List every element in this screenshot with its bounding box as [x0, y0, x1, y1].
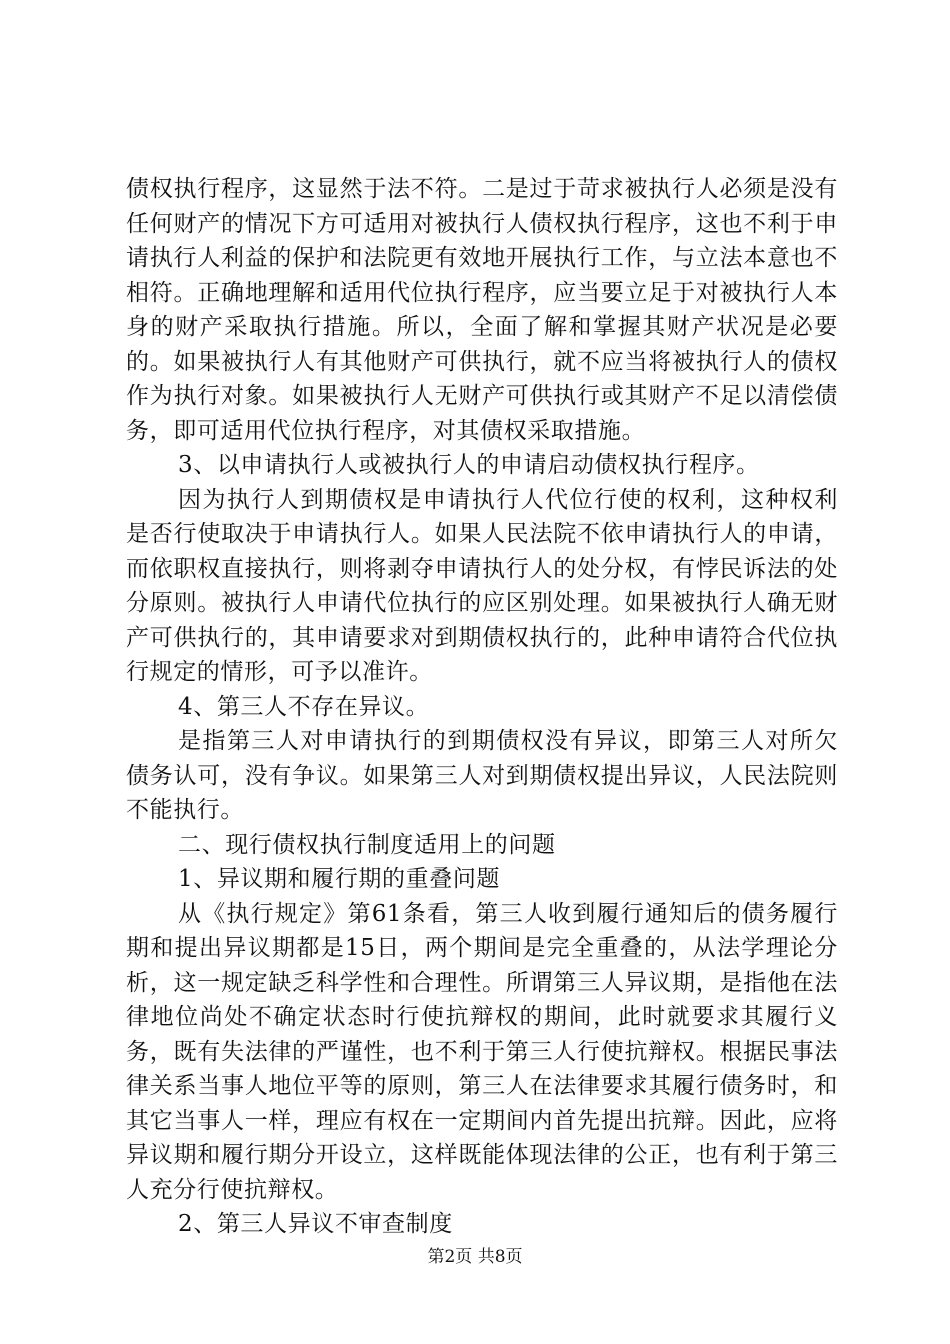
subsection-heading-1: 1、异议期和履行期的重叠问题 [178, 866, 501, 892]
paragraph: 因为执行人到期债权是申请执行人代位行使的权利，这种权利是否行使取决于申请执行人。如果人民法院不依申请执行人的申请，而依职权直接执行，则将剥夺申请执行人的处分权，有悖民诉法的处分原则。被执行人申请代位执行的应区别处理。如果被执行人确无财产可供执行的，其申请要求对到期债权执行的，此种申请符合代位执行规定的情形，可予以准许。 [126, 486, 838, 685]
paragraph: 是指第三人对申请执行的到期债权没有异议，即第三人对所欠债务认可，没有争议。如果第三人对到期债权提出异议，人民法院则不能执行。 [126, 728, 838, 823]
subsection-heading-2: 2、第三人异议不审查制度 [178, 1211, 453, 1237]
paragraph-heading-3: 3、以申请执行人或被执行人的申请启动债权执行程序。 [178, 452, 760, 478]
section-heading: 二、现行债权执行制度适用上的问题 [178, 831, 556, 858]
paragraph: 从《执行规定》第61条看，第三人收到履行通知后的债务履行期和提出异议期都是15日，两个期间是完全重叠的，从法学理论分析，这一规定缺乏科学性和合理性。所谓第三人异议期，是指他在法律地位尚处不确定状态时行使抗辩权的期间，此时就要求其履行义务，既有失法律的严谨性，也不利于第三人行使抗辩权。根据民事法律关系当事人地位平等的原则，第三人在法律要求其履行债务时，和其它当事人一样，理应有权在一定期间内首先提出抗辩。因此，应将异议期和履行期分开设立，这样既能体现法律的公正，也有利于第三人充分行使抗辩权。 [126, 900, 838, 1203]
paragraph-heading-4: 4、第三人不存在异议。 [178, 693, 430, 720]
document-body [126, 172, 838, 1242]
page-number-footer: 第2页 共8页 [427, 1247, 523, 1267]
paragraph-continuation: 债权执行程序，这显然于法不符。二是过于苛求被执行人必须是没有任何财产的情况下方可适用对被执行人债权执行程序，这也不利于申请执行人利益的保护和法院更有效地开展执行工作，与立法本意也不相符。正确地理解和适用代位执行程序，应当要立足于对被执行人本身的财产采取执行措施。所以，全面了解和掌握其财产状况是必要的。如果被执行人有其他财产可供执行，就不应当将被执行人的债权作为执行对象。如果被执行人无财产可供执行或其财产不足以清偿债务，即可适用代位执行程序，对其债权采取措施。 [126, 176, 838, 444]
